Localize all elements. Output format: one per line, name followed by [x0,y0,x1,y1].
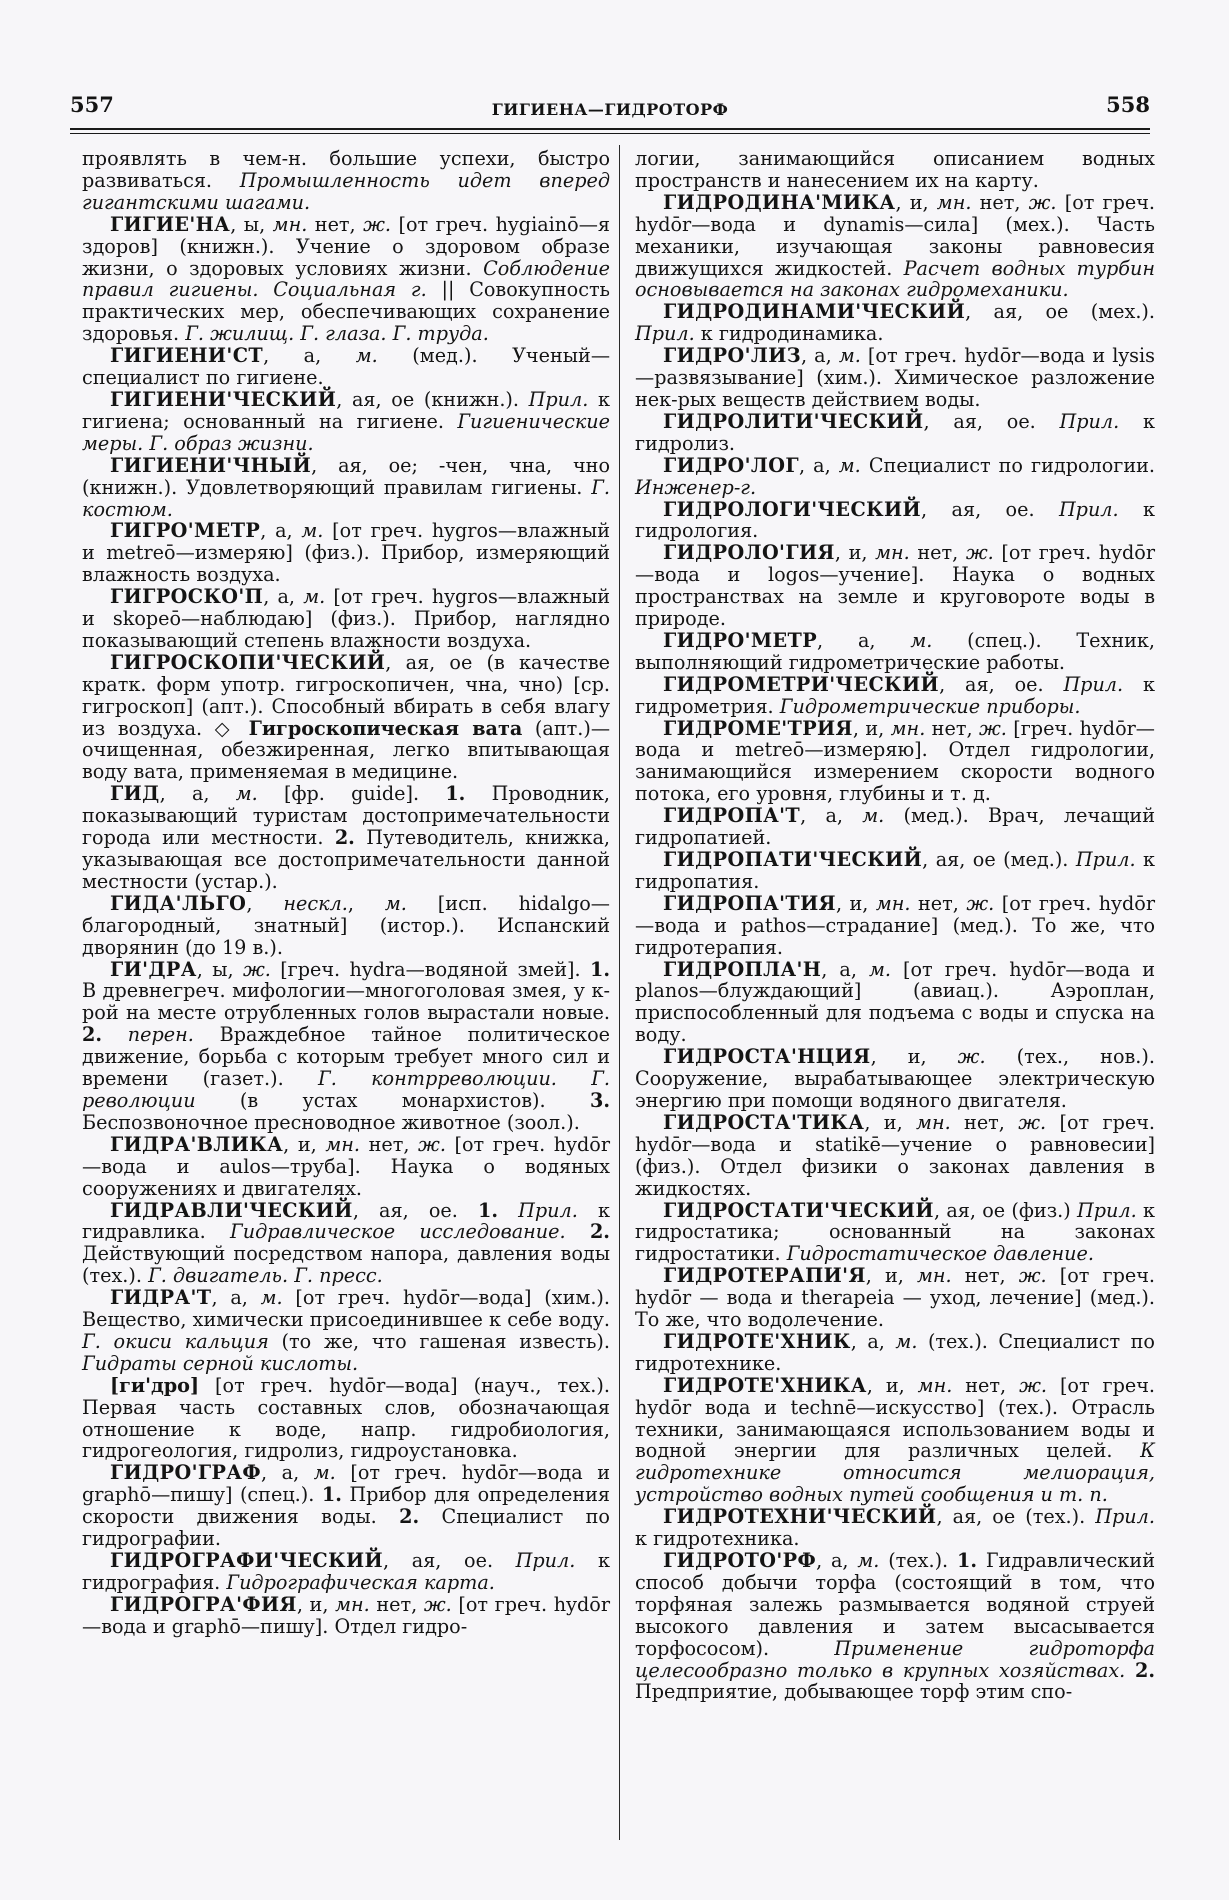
headword: ГИДРОСТАТИ'ЧЕСКИЙ [663,1198,934,1222]
entry-text: , ая, ое (физ.) [933,1198,1078,1222]
entry-text: , и, [864,1110,917,1134]
entry-text: , и, [283,1132,326,1156]
bold-text: 1. [445,782,466,806]
entry-text: , а, [816,1549,858,1572]
italic-text: м. [857,1549,880,1572]
italic-text: мн. [916,1110,951,1134]
headword: ГИДРОМЕТРИ'ЧЕСКИЙ [663,672,940,696]
dictionary-entry [82,1594,610,1638]
dictionary-entry [635,499,1155,543]
entry-text: нет, [307,212,364,236]
italic-text: Г. окиси кальция [82,1329,269,1353]
italic-text: ж. [1018,1264,1047,1288]
italic-text: м. [838,344,861,368]
entry-text: Прибор для определения скорости движения воды. [82,1483,611,1529]
entry-text: , [347,891,385,915]
entry-text: нет, [952,1373,1020,1397]
entry-text: (спец.). Техник, выполняющий гидрометрические работы. [635,628,1155,674]
entry-text: , ая, ое. [383,1549,516,1572]
italic-text: м. [313,1461,336,1485]
entry-text: [фр. guide]. [257,782,446,806]
dictionary-entry [635,1112,1155,1200]
entry-text: [от греч. hydōr—вода и logos—учение]. Наука о водных пространствах на земле и круговороте воды в природе. [635,541,1156,631]
entry-text: Специалист по гидрологии. [860,453,1156,477]
entry-text: , ая, ое. [352,1198,478,1222]
entry-text: к гидрометрия. [635,672,1155,718]
entry-text: , а, [821,957,869,981]
entry-text: к гидродинамика. [694,322,884,346]
entry-text: [от греч. hydōr—вода и dynamis—сила] (мех.). Часть механики, изучающая законы равновесия движущихся жидкостей. [635,190,1156,280]
entry-text: , и, [865,1264,917,1288]
italic-text: ж. [978,716,1007,740]
italic-text: м. [862,804,885,828]
dictionary-entry [82,345,610,389]
entry-text: , а, [260,1461,314,1485]
headword: ГИДРО'МЕТР [663,628,818,652]
bold-text: Гигроскопическая вата [248,716,523,740]
entry-text: к гидравлика. [82,1198,610,1244]
right-page-number: 558 [1106,92,1150,117]
headword: ГИГРОСКОПИ'ЧЕСКИЙ [110,650,386,674]
entry-text: [от греч. hydōr—вода и planos—блуждающий] (авиац.). Аэроплан, приспособленный для подъема с воды и спуска на воду. [635,957,1155,1047]
dictionary-entry [82,1287,610,1375]
bold-text: [ги'дро] [110,1373,200,1397]
entry-text: , ая, ое (книжн.). [336,387,529,411]
entry-continuation [82,148,610,214]
italic-text: нескл. [283,891,348,915]
headword: ГИДРОГРА'ФИЯ [110,1592,297,1616]
left-page-number: 557 [70,92,114,117]
headword: ГИДРОЛОГИ'ЧЕСКИЙ [663,497,922,521]
italic-text: ж. [1018,1110,1047,1134]
dictionary-entry [82,214,610,345]
dictionary-entry [635,1550,1155,1703]
bold-text: 2. [334,826,355,850]
italic-text: мн. [936,190,972,214]
italic-text: Промышленность идет вперед гигантскими шагами. [82,168,610,214]
headword: ГИДРОТЕХНИ'ЧЕСКИЙ [663,1505,937,1529]
entry-text: , ая, ое. [921,497,1059,521]
italic-text: Применение гидроторфа целесообразно только в крупных хозяйствах. [635,1636,1155,1682]
headword: ГИДРОДИНАМИ'ЧЕСКИЙ [663,300,966,324]
headword: ГИДРОПА'ТИЯ [663,891,836,915]
entry-text: Предприятие, добывающее торф этим спо- [635,1680,1073,1704]
italic-text: мн. [325,1132,360,1156]
headword: ГИДРОГРАФИ'ЧЕСКИЙ [110,1549,384,1572]
italic-text: Прил. [635,322,695,346]
entry-text: , ы, [230,212,273,236]
italic-text: Прил. [1095,1505,1155,1529]
headword: ГИДРОТЕ'ХНИКА [663,1373,867,1397]
dictionary-entry [635,1200,1155,1266]
entry-text: , и, [866,1373,918,1397]
entry-text: , и, [895,190,937,214]
entry-text: , а, [817,628,911,652]
dictionary-entry [635,1506,1155,1550]
entry-text: [от греч. hydōr—вода и pathos—страдание] (мед.). То же, что гидротерапия. [635,891,1156,959]
bold-text: 1. [589,957,610,981]
entry-text: , и, [870,1045,958,1069]
entry-text: к гидротехника. [635,1527,800,1551]
entry-text: , и, [834,541,876,565]
dictionary-entry [635,674,1155,718]
dictionary-entry [635,1331,1155,1375]
entry-text: , ы, [196,957,243,981]
entry-text: [греч. hydōr—вода и metreō—измеряю]. Отдел гидрологии, занимающийся измерением скорости водного потока, его уровня, глубины и т. д. [635,716,1155,806]
italic-text: м. [260,1286,283,1310]
italic-text: Гидравлическое исследование. [230,1220,566,1244]
italic-text: Расчет водных турбин основывается на законах гидромеханики. [635,256,1155,302]
italic-text: м. [910,628,933,652]
italic-text: Г. костюм. [82,475,610,521]
entry-text: Путеводитель, книжка, указывающая все достопримечательности данной местности (устар.). [82,826,610,893]
entry-text [102,1023,128,1046]
dictionary-entry [635,542,1155,630]
headword: ГИДРАВЛИ'ЧЕСКИЙ [110,1198,353,1222]
entry-text: (апт.)—очищенная, обезжиренная, легко впитывающая воду вата, применяемая в медицине. [82,716,611,784]
dictionary-entry [635,301,1155,345]
entry-text: , а, [798,453,839,477]
entry-text: [греч. hydra—водяной змей]. [270,957,590,981]
entry-text: , ая, ое (мед.). [922,848,1076,871]
entry-text: (тех., нов.). Сооружение, вырабатывающее электрическую энергию при помощи водяного двигателя. [635,1045,1155,1112]
italic-text: мн. [917,1373,953,1397]
entry-continuation [635,148,1155,192]
headword: ГИДРОСТА'ТИКА [663,1110,865,1134]
italic-text: мн. [875,891,911,915]
entry-text [498,1199,518,1222]
dictionary-entry [635,192,1155,302]
entry-text: В древнегреч. мифологии—многоголовая змея, у к-рой на месте отрубленных голов вырастали новые. [82,979,610,1025]
entry-text: , а, [211,1286,261,1310]
italic-text: Гидраты серной кислоты. [82,1351,359,1375]
italic-text: Гидрометрические приборы. [779,694,1081,718]
italic-text: м. [895,1329,918,1353]
italic-text: Прил. [1063,672,1124,696]
entry-text: , ая, ое; -чен, чна, чно (книжн.). Удовлетворяющий правилам гигиены. [82,453,610,499]
italic-text: м. [235,782,258,806]
italic-text: Г. контрреволюции. Г. революции [82,1067,610,1112]
italic-text: мн. [335,1592,370,1616]
italic-text: ж. [423,1592,452,1616]
dictionary-entry [82,389,610,455]
entry-text: [от греч. hydōr—вода и aulos—труба]. Наука о водяных сооружениях и двигателях. [82,1132,611,1200]
dictionary-entry [635,455,1155,499]
headword: ГИДРОПЛА'Н [663,957,822,981]
dictionary-entry [82,586,610,652]
italic-text: Прил. [528,387,589,411]
entry-text: , и, [296,1592,336,1616]
italic-text: Прил. [1077,1198,1137,1222]
entry-text: к гидростатика; основанный на законах гидростатики. [635,1198,1156,1266]
bold-text: 2. [589,1220,610,1244]
entry-text: нет, [910,891,967,915]
italic-text: Гигиенические меры. Г. образ жизни. [82,409,610,455]
entry-text: (мед.). Ученый—специалист по гигиене. [82,344,611,390]
italic-text: Прил. [1075,848,1136,871]
italic-text: ж. [242,957,271,981]
entry-text: (в устах монархистов). [195,1088,590,1112]
italic-text: м. [303,585,326,609]
entry-text: , а, [260,519,302,543]
dictionary-entry [82,1550,610,1594]
entry-text: , [246,891,284,915]
entry-text: [от греч. hydōr—вода и graphō—пишу]. Отдел гидро- [82,1592,610,1638]
entry-text: , ая, ое. [923,409,1060,433]
dictionary-entry [635,718,1155,806]
italic-text: ж. [418,1132,446,1156]
entry-text: [от греч. hydōr—вода и lysis—развязывание] (хим.). Химическое разложение нек-рых веществ действием воды. [635,344,1156,411]
italic-text: Соблюдение правил гигиены. Социальная г. [82,256,610,302]
entry-text: , а, [850,1329,896,1353]
headword: ГИГИЕНИ'ЧЕСКИЙ [110,387,337,411]
dictionary-entry [82,1134,610,1200]
italic-text: ж. [965,541,994,565]
italic-text: Г. жилищ. Г. глаза. Г. труда. [185,322,489,346]
entry-text: Беспозвоночное пресноводное животное (зоол.). [82,1110,580,1134]
dictionary-entry [635,805,1155,849]
entry-text: , и, [835,891,876,915]
headword: ГИДРОЛИТИ'ЧЕСКИЙ [663,409,924,433]
headword: ГИДРА'ВЛИКА [110,1132,284,1156]
entry-text: нет, [369,1592,424,1616]
entry-text: Действующий посредством напора, давления воды (тех.). [82,1242,610,1288]
italic-text: ж. [957,1045,986,1069]
entry-text [1125,1659,1135,1682]
running-head: ГИГИЕНА—ГИДРОТОРФ [491,100,729,119]
entry-text: , а, [801,344,839,368]
headword: ГИД [110,782,160,806]
dictionary-entry [635,630,1155,674]
entry-text: , ая, ое. [939,672,1064,696]
italic-text: мн. [875,541,910,565]
entry-text: , ая, ое (мех.). [965,300,1155,324]
italic-text: Прил. [1059,409,1120,433]
entry-text: , ая, ое (в качестве кратк. форм употр. гигроскопичен, чна, чно) [ср. гигроскоп] (апт.). Способный вбирать в себя влагу из воздуха. ◇ [82,650,610,740]
entry-text: (мед.). Врач, лечащий гидропатией. [635,804,1155,850]
headword: ГИГИЕ'НА [110,212,231,236]
headword: ГИДА'ЛЬГО [110,891,247,915]
entry-text: нет, [971,190,1029,214]
left-column [82,148,610,1638]
entry-text: нет, [359,1132,419,1156]
dictionary-entry [82,520,610,586]
italic-text: м. [384,891,407,915]
bold-text: 2. [82,1023,103,1047]
headword: ГИ'ДРА [110,957,197,981]
headword: ГИДРОТЕРАПИ'Я [663,1264,866,1288]
italic-text: Прил. [1058,497,1119,521]
column-divider [619,145,620,1840]
headword: ГИДРОПА'Т [663,804,801,828]
entry-text: к гидрография. [82,1549,610,1594]
headword: ГИГИЕНИ'СТ [110,344,264,368]
dictionary-entry [635,893,1155,959]
entry-text: к гигиена; основанный на гигиене. [82,387,610,433]
entry-text: (то же, что гашеная известь). [268,1329,610,1353]
italic-text: перен. [127,1023,194,1047]
dictionary-entry [635,411,1155,455]
dictionary-entry [82,455,610,521]
italic-text: м. [838,453,861,477]
dictionary-entry [82,783,610,893]
entry-text: нет, [909,541,966,565]
entry-text: нет, [925,716,979,740]
headword: ГИДРОДИНА'МИКА [663,190,896,214]
entry-text: , а, [263,585,304,609]
entry-text: (тех.). Специалист по гидротехнике. [635,1329,1155,1375]
italic-text: Гидрографическая карта. [226,1570,495,1594]
headword: ГИГРОСКО'П [110,585,264,609]
italic-text: Г. двигатель. Г. пресс. [148,1264,383,1288]
italic-text: Инженер-г. [635,475,757,499]
header-rule [70,128,1150,130]
right-column [635,148,1155,1703]
dictionary-entry [635,1265,1155,1331]
italic-text: К гидротехнике относится мелиорация, устройство водных путей сообщения и т. п. [635,1439,1155,1507]
entry-text: , а, [159,782,236,806]
entry-text: , и, [852,716,891,740]
headword: ГИДРОТЕ'ХНИК [663,1329,851,1353]
entry-text: [от греч. hygros—влажный и skopeō—наблюдаю] (физ.). Прибор, наглядно показывающий степень влажности воздуха. [82,585,611,652]
dictionary-entry [635,345,1155,411]
italic-text: ж. [966,891,995,915]
entry-text: к гидролиз. [635,409,1156,455]
headword: ГИДРА'Т [110,1286,212,1310]
italic-text: Прил. [515,1549,576,1572]
entry-text: [от греч. hydōr вода и technē—искусство] (тех.). Отрасль техники, занимающаяся использованием воды и водной энергии для различных целей. [635,1373,1156,1463]
entry-text: , ая, ое (тех.). [936,1505,1096,1529]
dictionary-entry [82,893,610,959]
entry-text: [от греч. hydōr—вода] (науч., тех.). Первая часть составных слов, обозначающая отношение к воде, напр. гидробиология, гидрогеология, гидролиз, гидроустановка. [82,1373,610,1463]
headword: ГИДРОПАТИ'ЧЕСКИЙ [663,848,923,871]
entry-text: Проводник, показывающий туристам достопримечательности города или местности. [82,782,610,850]
dictionary-entry [635,1375,1155,1506]
headword: ГИДРОЛО'ГИЯ [663,541,835,565]
bold-text: 1. [477,1198,499,1222]
bold-text: 1. [321,1483,342,1507]
entry-text: [от греч. hydōr — вода и therapeia — уход, лечение] (мед.). То же, что водолечение. [635,1264,1156,1332]
headword: ГИДРОТО'РФ [663,1549,817,1572]
headword: ГИДРО'ЛИЗ [663,344,801,368]
dictionary-entry [82,959,610,1134]
entry-text: нет, [951,1264,1019,1288]
italic-text: м. [301,519,324,543]
entry-text: [от греч. hydōr—вода и graphō—пишу] (спец.). [82,1461,610,1507]
page-header [70,92,1150,132]
italic-text: Гидростатическое давление. [786,1242,1094,1266]
italic-text: мн. [917,1264,952,1288]
headword: ГИДРОСТА'НЦИЯ [663,1045,871,1069]
bold-text: 1. [956,1549,978,1572]
bold-text: 2. [1134,1658,1155,1682]
entry-text: [от греч. hydōr—вода] (хим.). Вещество, химически присоединившее к себе воду. [82,1286,610,1332]
entry-text: , а, [800,804,863,828]
italic-text: Прил. [518,1198,578,1222]
italic-text: ж. [363,212,392,236]
italic-text: мн. [890,716,926,740]
entry-text: [исп. hidalgo—благородный, знатный] (истор.). Испанский дворянин (до 19 в.). [82,891,610,959]
dictionary-entry [635,959,1155,1047]
dictionary-entry [635,1046,1155,1112]
entry-text: проявлять в чем-н. большие успехи, быстро развиваться. [82,147,610,192]
headword: ГИДРОМЕ'ТРИЯ [663,716,853,740]
dictionary-entry [82,652,610,783]
header-rule-thin [70,133,1150,134]
entry-text: (тех.). [879,1549,957,1572]
entry-text: , а, [263,344,356,368]
italic-text: ж. [1028,190,1057,214]
entry-text: логии, занимающийся описанием водных пространств и нанесением их на карту. [635,147,1155,192]
headword: ГИДРО'ЛОГ [663,453,799,477]
entry-text: нет, [950,1110,1019,1134]
italic-text: мн. [272,212,308,236]
entry-text: [от греч. hygiainō—я здоров] (книжн.). Учение о здоровом образе жизни, о здоровых условиях жизни. [82,212,610,280]
italic-text: м. [355,344,378,368]
dictionary-entry [82,1375,610,1463]
dictionary-entry [82,1200,610,1288]
entry-text: Специалист по гидрографии. [82,1505,610,1551]
headword: ГИГИЕНИ'ЧНЫЙ [110,453,312,477]
dictionary-entry [635,849,1155,893]
entry-text: к гидрология. [635,497,1156,543]
bold-text: 2. [399,1505,420,1529]
bold-text: 3. [589,1088,610,1112]
entry-text: Гидравлический способ добычи торфа (состоящий в том, что торфяная залежь размывается водяной струей высокого давления и затем высасывается торфососом). [635,1549,1155,1660]
italic-text: м. [868,957,891,981]
entry-text: [от греч. hydōr—вода и statikē—учение о равновесии] (физ.). Отдел физики о законах давления в жидкостях. [635,1110,1156,1200]
entry-text: [от греч. hygros—влажный и metreō—измеряю] (физ.). Прибор, измеряющий влажность воздуха. [82,519,610,587]
entry-text [566,1220,590,1243]
headword: ГИДРО'ГРАФ [110,1461,261,1485]
entry-text: Враждебное тайное политическое движение, борьба с которым требует много сил и времени (газет.). [82,1023,610,1091]
italic-text: ж. [1019,1373,1047,1397]
headword: ГИГРО'МЕТР [110,519,261,543]
dictionary-entry [82,1462,610,1550]
entry-text: к гидропатия. [635,848,1156,893]
entry-text: || Совокупность практических мер, обеспечивающих сохранение здоровья. [82,278,611,346]
